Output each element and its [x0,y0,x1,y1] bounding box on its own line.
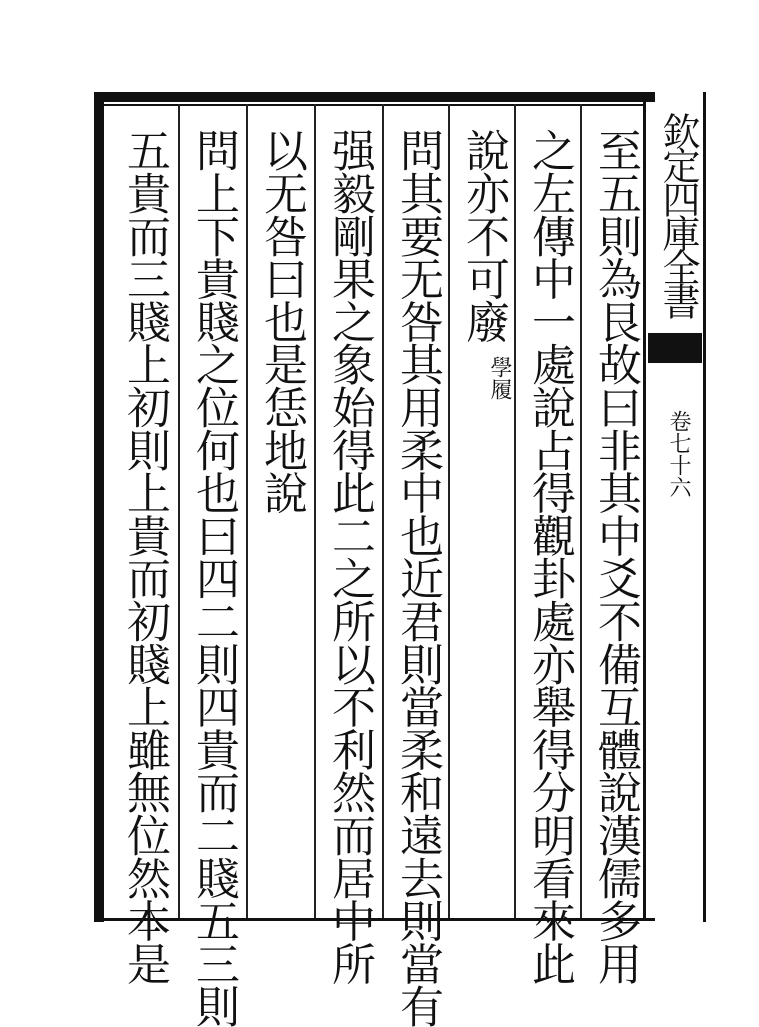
text-column-5: 强毅剛果之象始得此二之所以不利然而居中所 [324,128,375,985]
text-column-8: 五貴而三賤上初則上貴而初賤上雖無位然本是 [119,128,170,985]
interlinear-note: 學履 [487,356,512,400]
margin-fishtail-mark [648,333,702,363]
text-column-7: 問上下貴賤之位何也曰四二則四貴而二賤五三則 [188,128,239,1027]
frame-inner-top-border [104,104,644,106]
text-column-6: 以无咎曰也是恁地說 [256,128,307,514]
text-column-3: 說亦不可廢 [458,128,509,343]
frame-margin-border [643,100,646,920]
column-divider [580,104,582,918]
column-divider [514,104,516,918]
column-divider [382,104,384,918]
column-divider [178,104,180,918]
text-column-2: 之左傳中一處說占得觀卦處亦舉得分明看來此 [524,128,575,985]
margin-volume-number: 卷七十六 [666,410,691,498]
frame-right-border [703,92,706,922]
text-column-1: 至五則為艮故曰非其中爻不備互體說漢儒多用 [590,128,641,985]
column-divider [246,104,248,918]
margin-book-title: 欽定四庫全書 [656,112,700,316]
frame-left-border [94,92,104,922]
text-column-4: 問其要无咎其用柔中也近君則當柔和遠去則當有 [392,128,443,1027]
frame-top-border [95,92,655,102]
column-divider [448,104,450,918]
column-divider [314,104,316,918]
